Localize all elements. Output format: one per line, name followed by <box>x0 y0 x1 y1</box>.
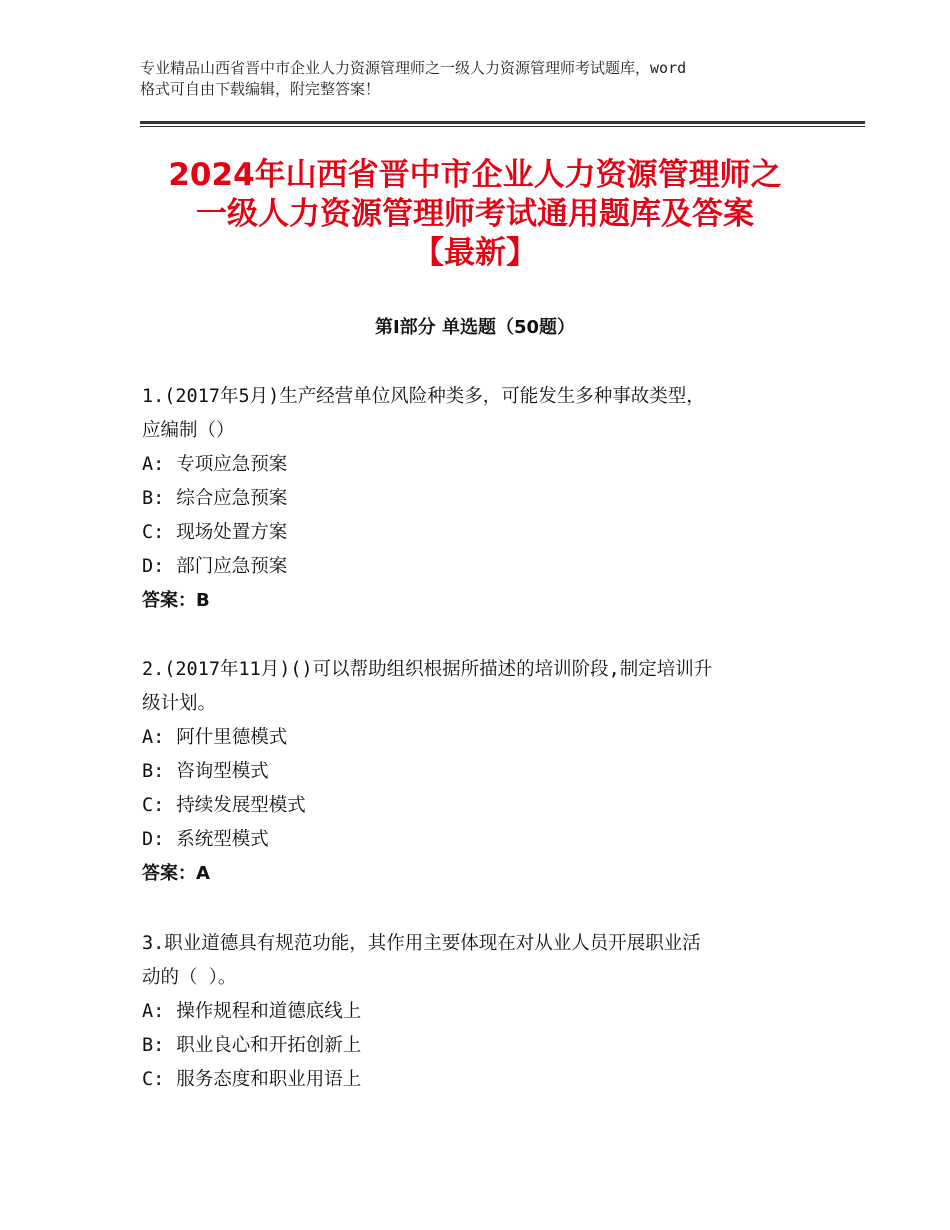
option-text: 职业良心和开拓创新上 <box>176 1035 362 1056</box>
option-key: D: <box>142 829 165 850</box>
option-c <box>142 789 822 823</box>
option-text: 咨询型模式 <box>176 761 269 782</box>
question-3 <box>142 927 822 1097</box>
option-text: 操作规程和道德底线上 <box>176 1001 362 1022</box>
header-note-line1: 专业精品山西省晋中市企业人力资源管理师之一级人力资源管理师考试题库，word <box>140 59 687 77</box>
header-note-line2: 格式可自由下载编辑，附完整答案！ <box>140 80 381 98</box>
option-b <box>142 482 822 516</box>
option-text: 专项应急预案 <box>176 454 288 475</box>
option-c <box>142 1063 822 1097</box>
question-text-line2: 应编制（） <box>142 420 235 441</box>
question-text-line1: 2.(2017年11月)()可以帮助组织根据所描述的培训阶段,制定培训升 <box>142 659 713 680</box>
section-title: 第Ⅰ部分 单选题（50题） <box>374 317 575 338</box>
option-text: 阿什里德模式 <box>176 727 288 748</box>
question-1 <box>142 380 822 618</box>
option-key: B: <box>142 1035 165 1056</box>
option-key: B: <box>142 761 165 782</box>
document-title <box>100 156 850 273</box>
question-text-line1: 3.职业道德具有规范功能，其作用主要体现在对从业人员开展职业活 <box>142 933 701 954</box>
answer-line: 答案：A <box>142 863 210 884</box>
option-b <box>142 755 822 789</box>
option-text: 持续发展型模式 <box>176 795 306 816</box>
option-key: B: <box>142 488 165 509</box>
option-key: A: <box>142 727 165 748</box>
option-a <box>142 448 822 482</box>
header-divider-thin <box>140 126 865 127</box>
option-key: D: <box>142 556 165 577</box>
option-key: C: <box>142 522 165 543</box>
option-text: 综合应急预案 <box>176 488 288 509</box>
option-text: 系统型模式 <box>176 829 269 850</box>
question-text-line2: 级计划。 <box>142 693 217 714</box>
answer-line: 答案：B <box>142 590 210 611</box>
document-title-line1: 2024年山西省晋中市企业人力资源管理师之 <box>168 157 782 193</box>
header-note <box>140 58 840 100</box>
question-2 <box>142 653 822 891</box>
document-title-line2: 一级人力资源管理师考试通用题库及答案 <box>196 196 754 232</box>
header-divider-thick <box>140 121 865 124</box>
option-key: A: <box>142 454 165 475</box>
option-text: 现场处置方案 <box>176 522 288 543</box>
option-c <box>142 516 822 550</box>
question-text-line2: 动的（ ）。 <box>142 967 237 988</box>
document-title-line3: 【最新】 <box>413 235 537 271</box>
question-text-line1: 1.(2017年5月)生产经营单位风险种类多，可能发生多种事故类型， <box>142 386 705 407</box>
option-d <box>142 823 822 857</box>
option-b <box>142 1029 822 1063</box>
option-key: A: <box>142 1001 165 1022</box>
option-d <box>142 550 822 584</box>
option-key: C: <box>142 795 165 816</box>
option-text: 部门应急预案 <box>176 556 288 577</box>
option-key: C: <box>142 1069 165 1090</box>
option-a <box>142 995 822 1029</box>
option-a <box>142 721 822 755</box>
option-text: 服务态度和职业用语上 <box>176 1069 362 1090</box>
